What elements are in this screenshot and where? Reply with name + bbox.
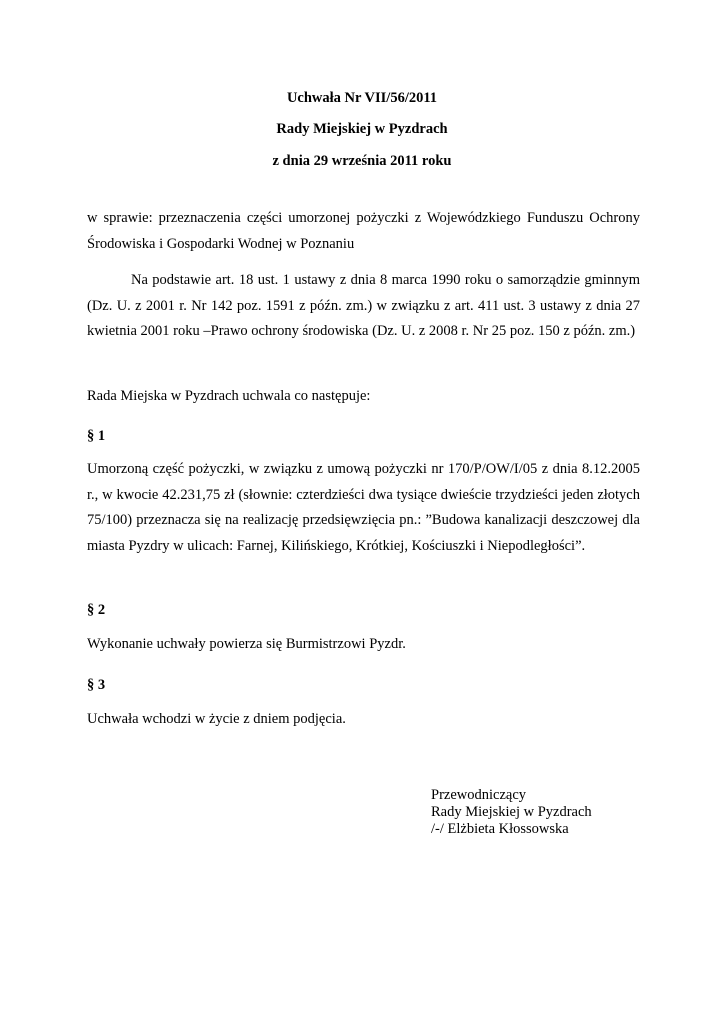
section-1-heading: § 1 bbox=[87, 428, 106, 444]
resolves-line: Rada Miejska w Pyzdrach uchwala co następuje: bbox=[87, 388, 371, 404]
signature-title: Przewodniczący bbox=[431, 787, 527, 803]
signature-council: Rady Miejskiej w Pyzdrach bbox=[431, 804, 592, 820]
signature-name: /-/ Elżbieta Kłossowska bbox=[431, 821, 569, 837]
resolution-number: Uchwała Nr VII/56/2011 bbox=[286, 90, 438, 106]
legal-basis-paragraph: Na podstawie art. 18 ust. 1 ustawy z dnia 8 marca 1990 roku o samorządzie gminnym (Dz. U. z 2001 r. Nr 142 poz. 1591 z późn. zm.) w związku z art. 411 ust. 3 ustawy z dnia 27 kwietnia 2001 roku –Prawo ochrony środowiska (Dz. U. z 2008 r. Nr 25 poz. 150 z późn. zm.) bbox=[87, 272, 640, 339]
section-1-text: Umorzoną część pożyczki, w związku z umową pożyczki nr 170/P/OW/I/05 z dnia 8.12.2005 r., w kwocie 42.231,75 zł (słownie: czterdzieści dwa tysiące dwieście trzydzieści jeden złotych 75/100) przeznacza się na realizację przedsięwzięcia pn.: ”Budowa kanalizacji deszczowej dla miasta Pyzdry w ulicach: Farnej, Kilińskiego, Krótkiej, Kościuszki i Niepodległości”. bbox=[87, 461, 640, 554]
section-2-text: Wykonanie uchwały powierza się Burmistrzowi Pyzdr. bbox=[87, 636, 406, 652]
council-name: Rady Miejskiej w Pyzdrach bbox=[276, 121, 448, 137]
section-2-heading: § 2 bbox=[87, 602, 106, 618]
section-3-heading: § 3 bbox=[87, 677, 106, 693]
subject-paragraph: w sprawie: przeznaczenia części umorzonej pożyczki z Wojewódzkiego Funduszu Ochrony Środowiska i Gospodarki Wodnej w Poznaniu bbox=[87, 210, 640, 252]
resolution-date: z dnia 29 września 2011 roku bbox=[272, 153, 452, 169]
section-3-text: Uchwała wchodzi w życie z dniem podjęcia. bbox=[87, 711, 346, 727]
